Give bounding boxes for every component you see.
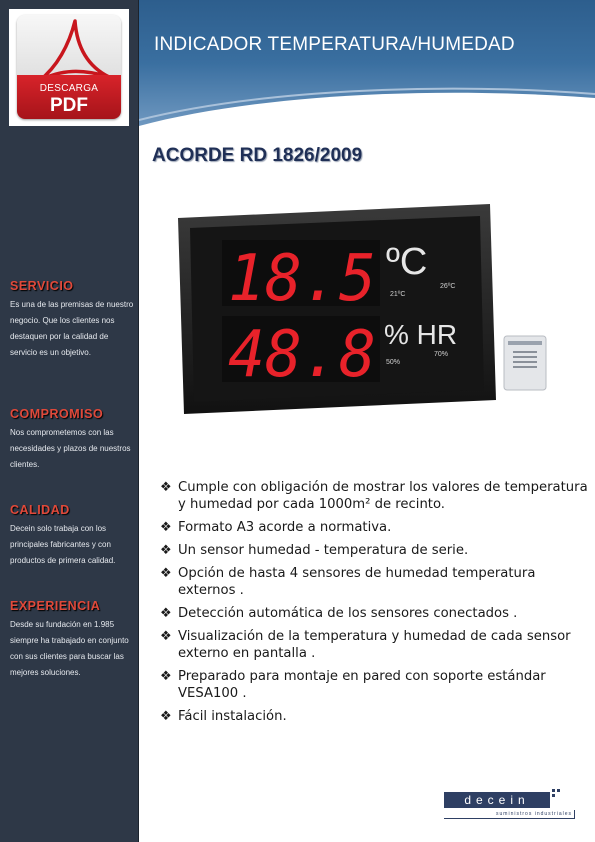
section-title: COMPROMISO [10,407,104,421]
section-text: Nos comprometemos con las necesidades y plazos de nuestros clientes. [10,428,131,469]
hum-max-label: 70% [434,351,449,358]
feature-text: Opción de hasta 4 sensores de humedad temperatura externos . [178,566,536,598]
feature-text: Un sensor humedad - temperatura de serie. [178,543,469,558]
feature-text: Detección automática de los sensores conectados . [178,606,518,621]
feature-text: Formato A3 acorde a normativa. [178,520,392,535]
temperature-unit: ºC [386,241,428,283]
decein-logo [444,788,575,820]
feature-list [160,479,590,731]
feature-text: Cumple con obligación de mostrar los valores de temperatura y humedad por cada 1000m² de recinto. [178,480,588,512]
list-item [160,565,590,599]
pdf-document-icon [17,15,121,119]
download-label: DESCARGA [39,83,99,94]
hum-min-label: 50% [386,359,401,366]
humidity-digits: 48.8 [228,318,376,392]
bullet-icon: ❖ [160,480,172,495]
humidity-unit: % HR [384,319,458,350]
sidebar [0,0,139,842]
feature-text: Preparado para montaje en pared con soporte estándar VESA100 . [178,669,546,701]
list-item [160,708,590,725]
logo-name: decein [464,793,530,807]
temp-max-label: 26ºC [440,283,456,290]
header-banner [139,0,595,126]
list-item [160,479,590,513]
section-text: Es una de las premisas de nuestro negocio. Que los clientes nos destaquen por la calidad de servicio es un objetivo. [10,300,134,357]
page-title: INDICADOR TEMPERATURA/HUMEDAD [154,34,515,55]
temperature-digits: 18.5 [228,242,376,316]
temp-min-label: 21ºC [390,291,406,298]
product-display-image [178,204,496,414]
sidebar-section-servicio [10,279,134,361]
bullet-icon: ❖ [160,629,172,644]
section-text: Decein solo trabaja con los principales fabricantes y con productos de primera calidad. [10,524,116,565]
bullet-icon: ❖ [160,566,172,581]
logo-dots-icon [551,788,565,798]
sensor-image [503,335,547,391]
list-item [160,628,590,662]
feature-text: Visualización de la temperatura y humedad de cada sensor externo en pantalla . [178,629,571,661]
list-item [160,605,590,622]
logo-tagline: suministros industriales [444,810,575,819]
list-item [160,542,590,559]
section-text: Desde su fundación en 1.985 siempre ha trabajado en conjunto con sus clientes para buscar las mejores soluciones. [10,620,129,677]
list-item [160,519,590,536]
bullet-icon: ❖ [160,669,172,684]
pdf-label: PDF [50,95,88,116]
sidebar-section-compromiso [10,407,134,473]
sidebar-section-calidad [10,503,134,569]
header-wave [139,86,595,126]
sidebar-section-experiencia [10,599,134,681]
feature-text: Fácil instalación. [178,709,287,724]
bullet-icon: ❖ [160,543,172,558]
pdf-download-badge[interactable] [9,9,129,126]
list-item [160,668,590,702]
bullet-icon: ❖ [160,520,172,535]
section-title: CALIDAD [10,503,70,517]
section-title: EXPERIENCIA [10,599,101,613]
section-title: SERVICIO [10,279,74,293]
subtitle: ACORDE RD 1826/2009 [152,145,363,166]
bullet-icon: ❖ [160,709,172,724]
bullet-icon: ❖ [160,606,172,621]
